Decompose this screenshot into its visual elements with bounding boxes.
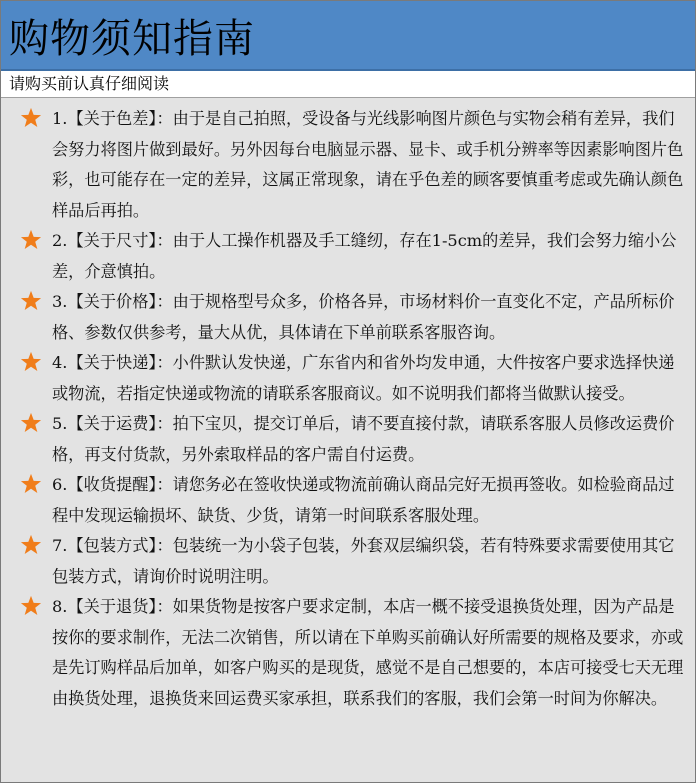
- notice-item-color: [1, 104, 695, 226]
- notice-item-size: [1, 226, 695, 287]
- star-icon: [20, 351, 42, 373]
- star-icon: [20, 595, 42, 617]
- notice-item-shipping-fee: [1, 409, 695, 470]
- header-banner: [1, 1, 695, 71]
- notice-text: 8.【关于退货】：如果货物是按客户要求定制，本店一概不接受退换货处理，因为产品是按你的要求制作，无法二次销售，所以请在下单购买前确认好所需要的规格及要求，亦或是先订购样品后加单，如客户购买的是现货，感觉不是自己想要的，本店可接受七天无理由换货处理，退换货来回运费买家承担，联系我们的客服，我们会第一时间为你解决。: [52, 597, 684, 708]
- star-icon: [20, 473, 42, 495]
- notice-text: 5.【关于运费】：拍下宝贝，提交订单后，请不要直接付款，请联系客服人员修改运费价格，再支付货款，另外索取样品的客户需自付运费。: [52, 414, 675, 464]
- star-icon: [20, 534, 42, 556]
- notice-text: 6.【收货提醒】：请您务必在签收快递或物流前确认商品完好无损再签收。如检验商品过程中发现运输损坏、缺货、少货，请第一时间联系客服处理。: [52, 475, 675, 525]
- notice-text: 7.【包装方式】：包装统一为小袋子包装，外套双层编织袋，若有特殊要求需要使用其它包装方式，请询价时说明注明。: [52, 536, 675, 586]
- notice-item-price: [1, 287, 695, 348]
- star-icon: [20, 107, 42, 129]
- notice-item-express: [1, 348, 695, 409]
- notice-item-receiving: [1, 470, 695, 531]
- notice-text: 2.【关于尺寸】：由于人工操作机器及手工缝纫，存在1-5cm的差异，我们会努力缩小公差，介意慎拍。: [52, 231, 677, 281]
- notice-list: [1, 98, 695, 714]
- star-icon: [20, 412, 42, 434]
- star-icon: [20, 229, 42, 251]
- subtitle: 请购买前认真仔细阅读: [1, 71, 695, 98]
- notice-item-returns: [1, 592, 695, 714]
- page-title: 购物须知指南: [9, 15, 255, 62]
- notice-text: 3.【关于价格】：由于规格型号众多，价格各异，市场材料价一直变化不定，产品所标价格、参数仅供参考，量大从优，具体请在下单前联系客服咨询。: [52, 292, 675, 342]
- notice-text: 4.【关于快递】：小件默认发快递，广东省内和省外均发申通，大件按客户要求选择快递或物流，若指定快递或物流的请联系客服商议。如不说明我们都将当做默认接受。: [52, 353, 675, 403]
- notice-text: 1.【关于色差】：由于是自己拍照，受设备与光线影响图片颜色与实物会稍有差异，我们会努力将图片做到最好。另外因每台电脑显示器、显卡、或手机分辨率等因素影响图片色彩，也可能存在一定的差异，这属正常现象，请在乎色差的顾客要慎重考虑或先确认颜色样品后再拍。: [52, 109, 684, 220]
- notice-item-packaging: [1, 531, 695, 592]
- star-icon: [20, 290, 42, 312]
